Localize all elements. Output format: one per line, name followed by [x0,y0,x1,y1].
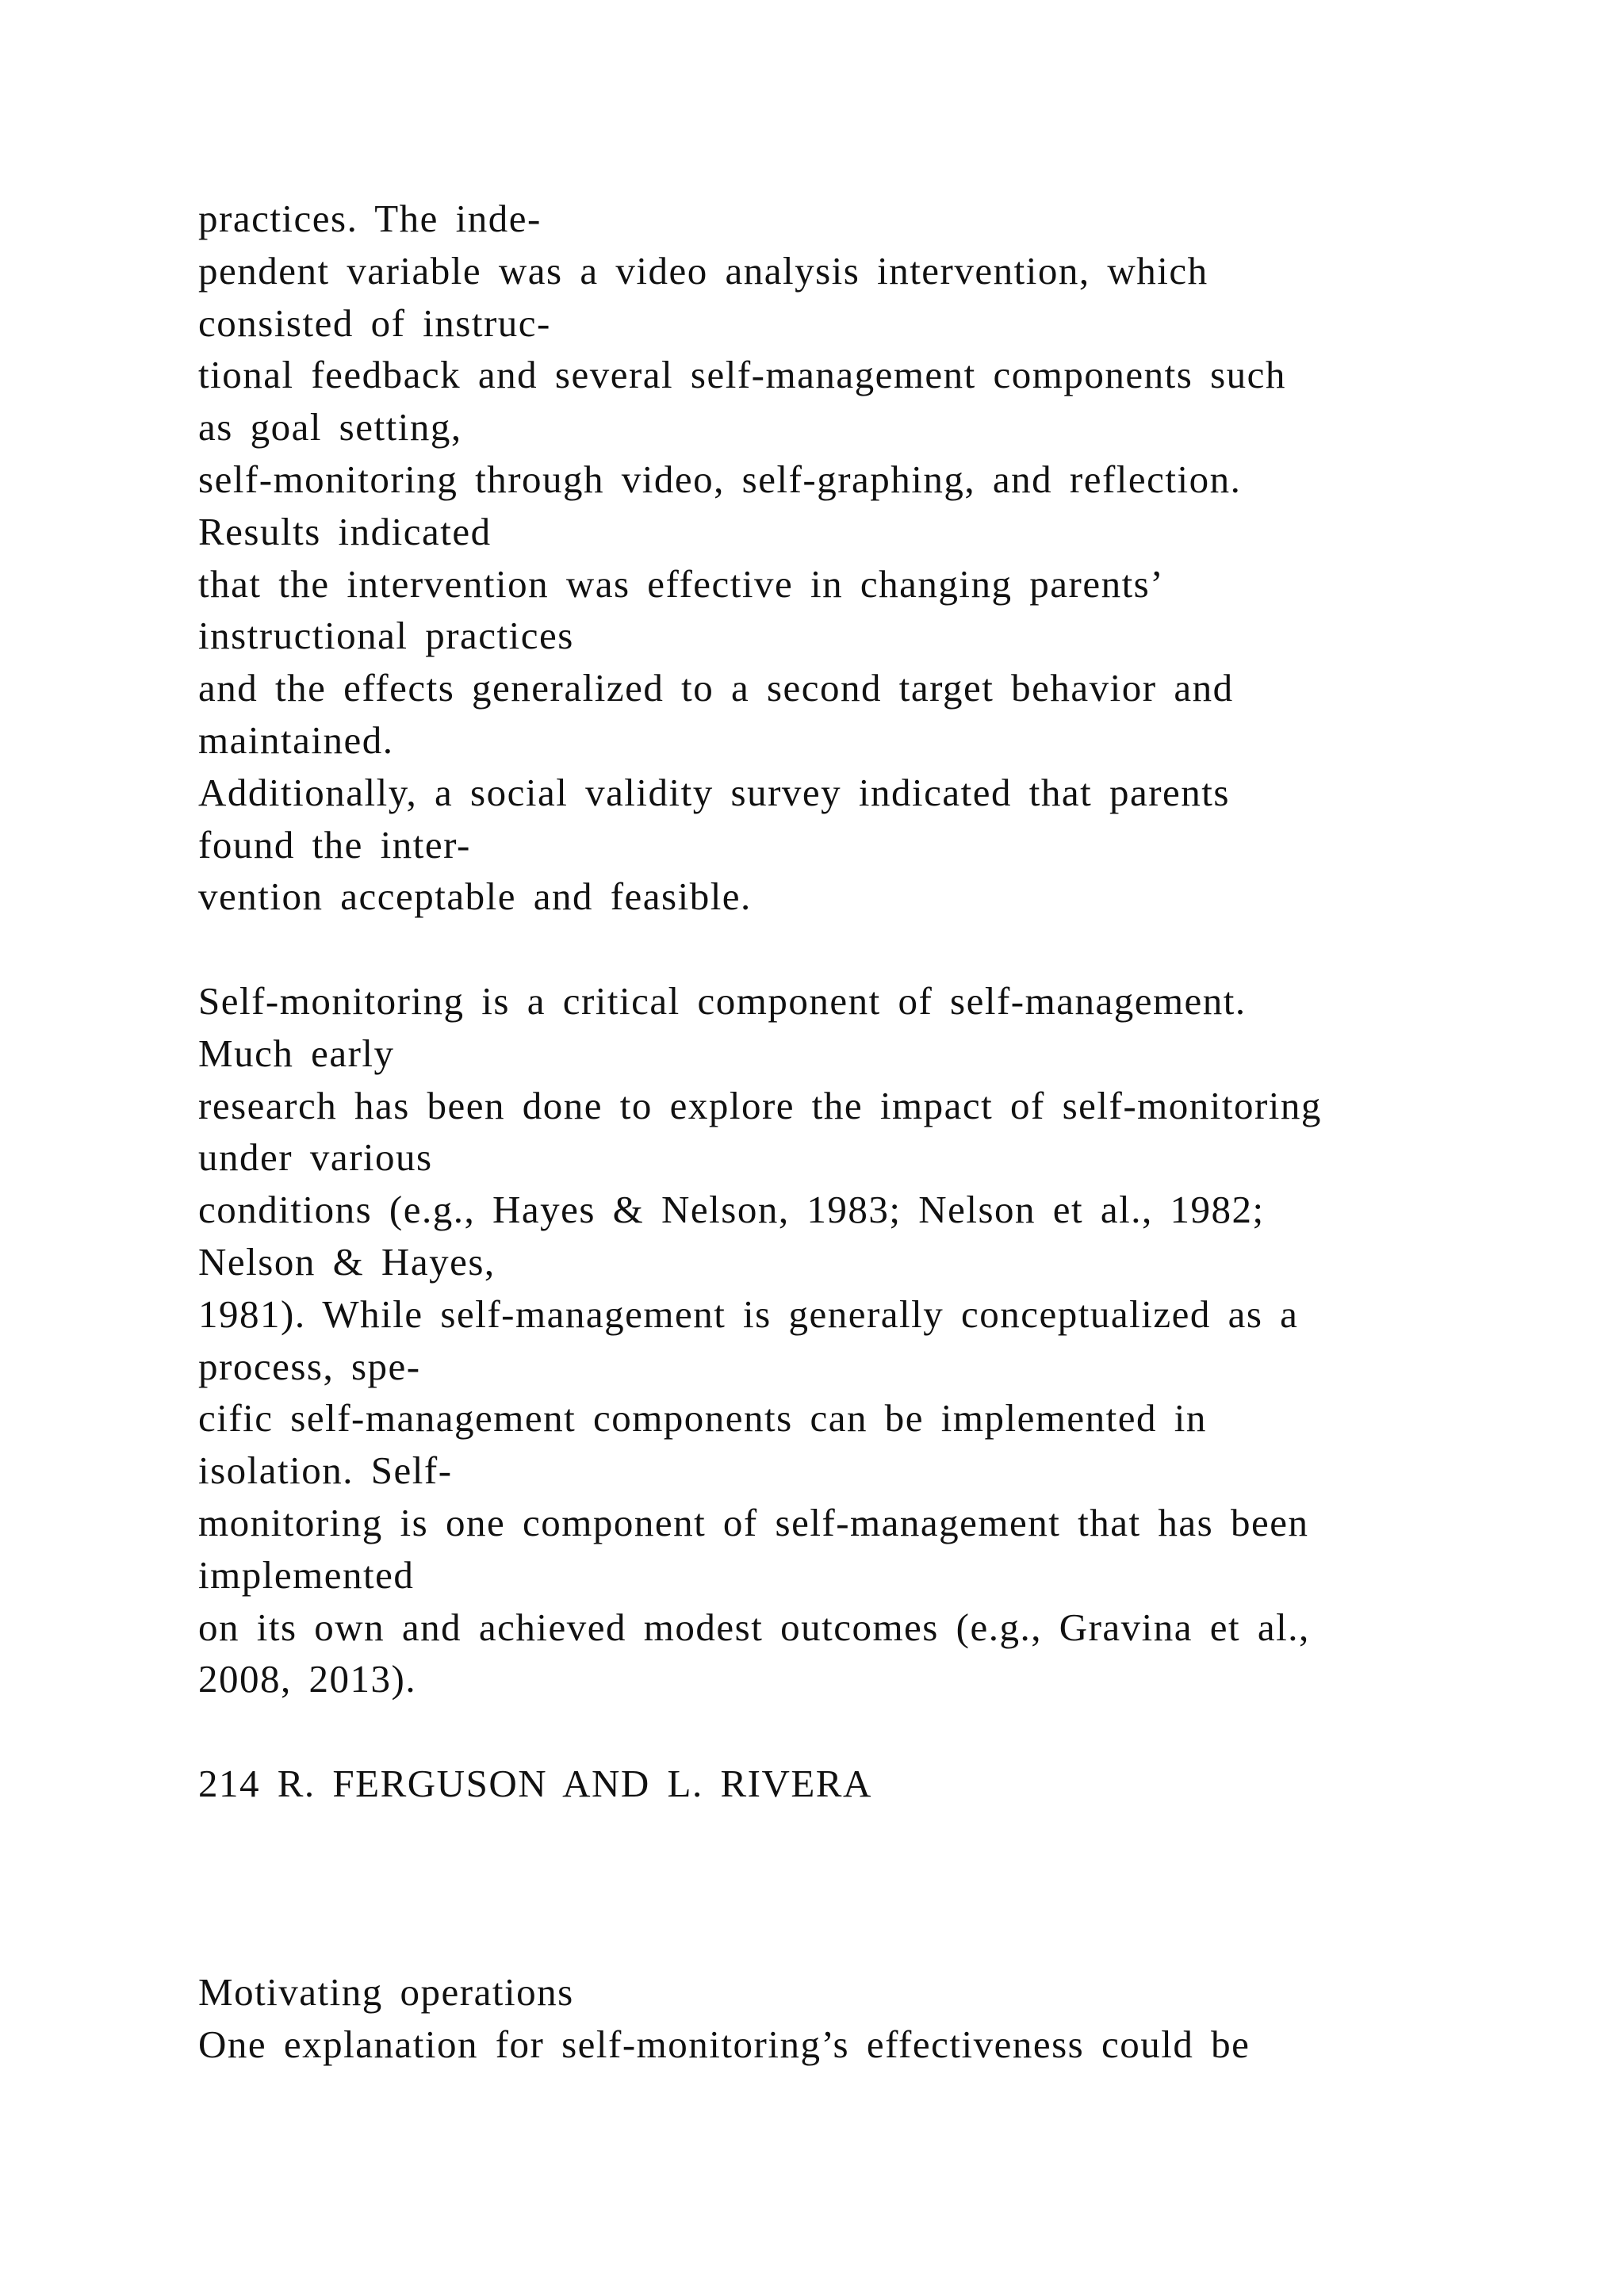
text-line: found the inter- [198,822,471,867]
running-footer: 214 R. FERGUSON AND L. RIVERA [198,1761,872,1805]
text-line: pendent variable was a video analysis intervention, which [198,248,1208,293]
paragraph-1 [198,193,1546,923]
paragraph-spacer [198,923,1546,975]
text-line: implemented [198,1552,415,1597]
text-line: Results indicated [198,509,492,553]
text-line: instructional practices [198,614,574,658]
text-line: Additionally, a social validity survey indicated that parents [198,770,1230,814]
text-line: practices. The inde- [198,197,542,240]
text-line: that the intervention was effective in changing parents’ [198,561,1165,606]
page-break-spacer [198,1810,1546,1966]
text-line: conditions (e.g., Hayes & Nelson, 1983; Nelson et al., 1982; [198,1188,1265,1232]
paragraph-spacer [198,1705,1546,1758]
text-line: consisted of instruc- [198,300,551,345]
text-line: 2008, 2013). [198,1657,417,1701]
text-line: 1981). While self-management is generally conceptualized as a [198,1292,1299,1336]
text-line: under various [198,1135,433,1180]
text-line: tional feedback and several self-management components such [198,353,1286,397]
text-line: Self-monitoring is a critical component of self-management. [198,978,1247,1023]
text-line: and the effects generalized to a second target behavior and [198,666,1234,710]
paragraph-2 [198,975,1546,1705]
paragraph-3 [198,2019,1546,2071]
text-line: on its own and achieved modest outcomes (e.g., Gravina et al., [198,1605,1310,1649]
text-line: process, spe- [198,1344,421,1388]
section-heading: Motivating operations [198,1970,574,2015]
text-line: research has been done to explore the impact of self-monitoring [198,1083,1322,1127]
text-line: One explanation for self-monitoring’s effectiveness could be [198,2022,1251,2066]
text-line: vention acceptable and feasible. [198,874,752,919]
text-line: cific self-management components can be implemented in [198,1396,1207,1441]
text-line: Nelson & Hayes, [198,1239,496,1284]
text-line: maintained. [198,718,394,762]
text-line: isolation. Self- [198,1448,453,1493]
text-line: monitoring is one component of self-management that has been [198,1500,1309,1544]
text-line: self-monitoring through video, self-graphing, and reflection. [198,457,1242,501]
text-line: Much early [198,1031,395,1075]
text-line: as goal setting, [198,405,462,450]
document-body [198,193,1546,2071]
